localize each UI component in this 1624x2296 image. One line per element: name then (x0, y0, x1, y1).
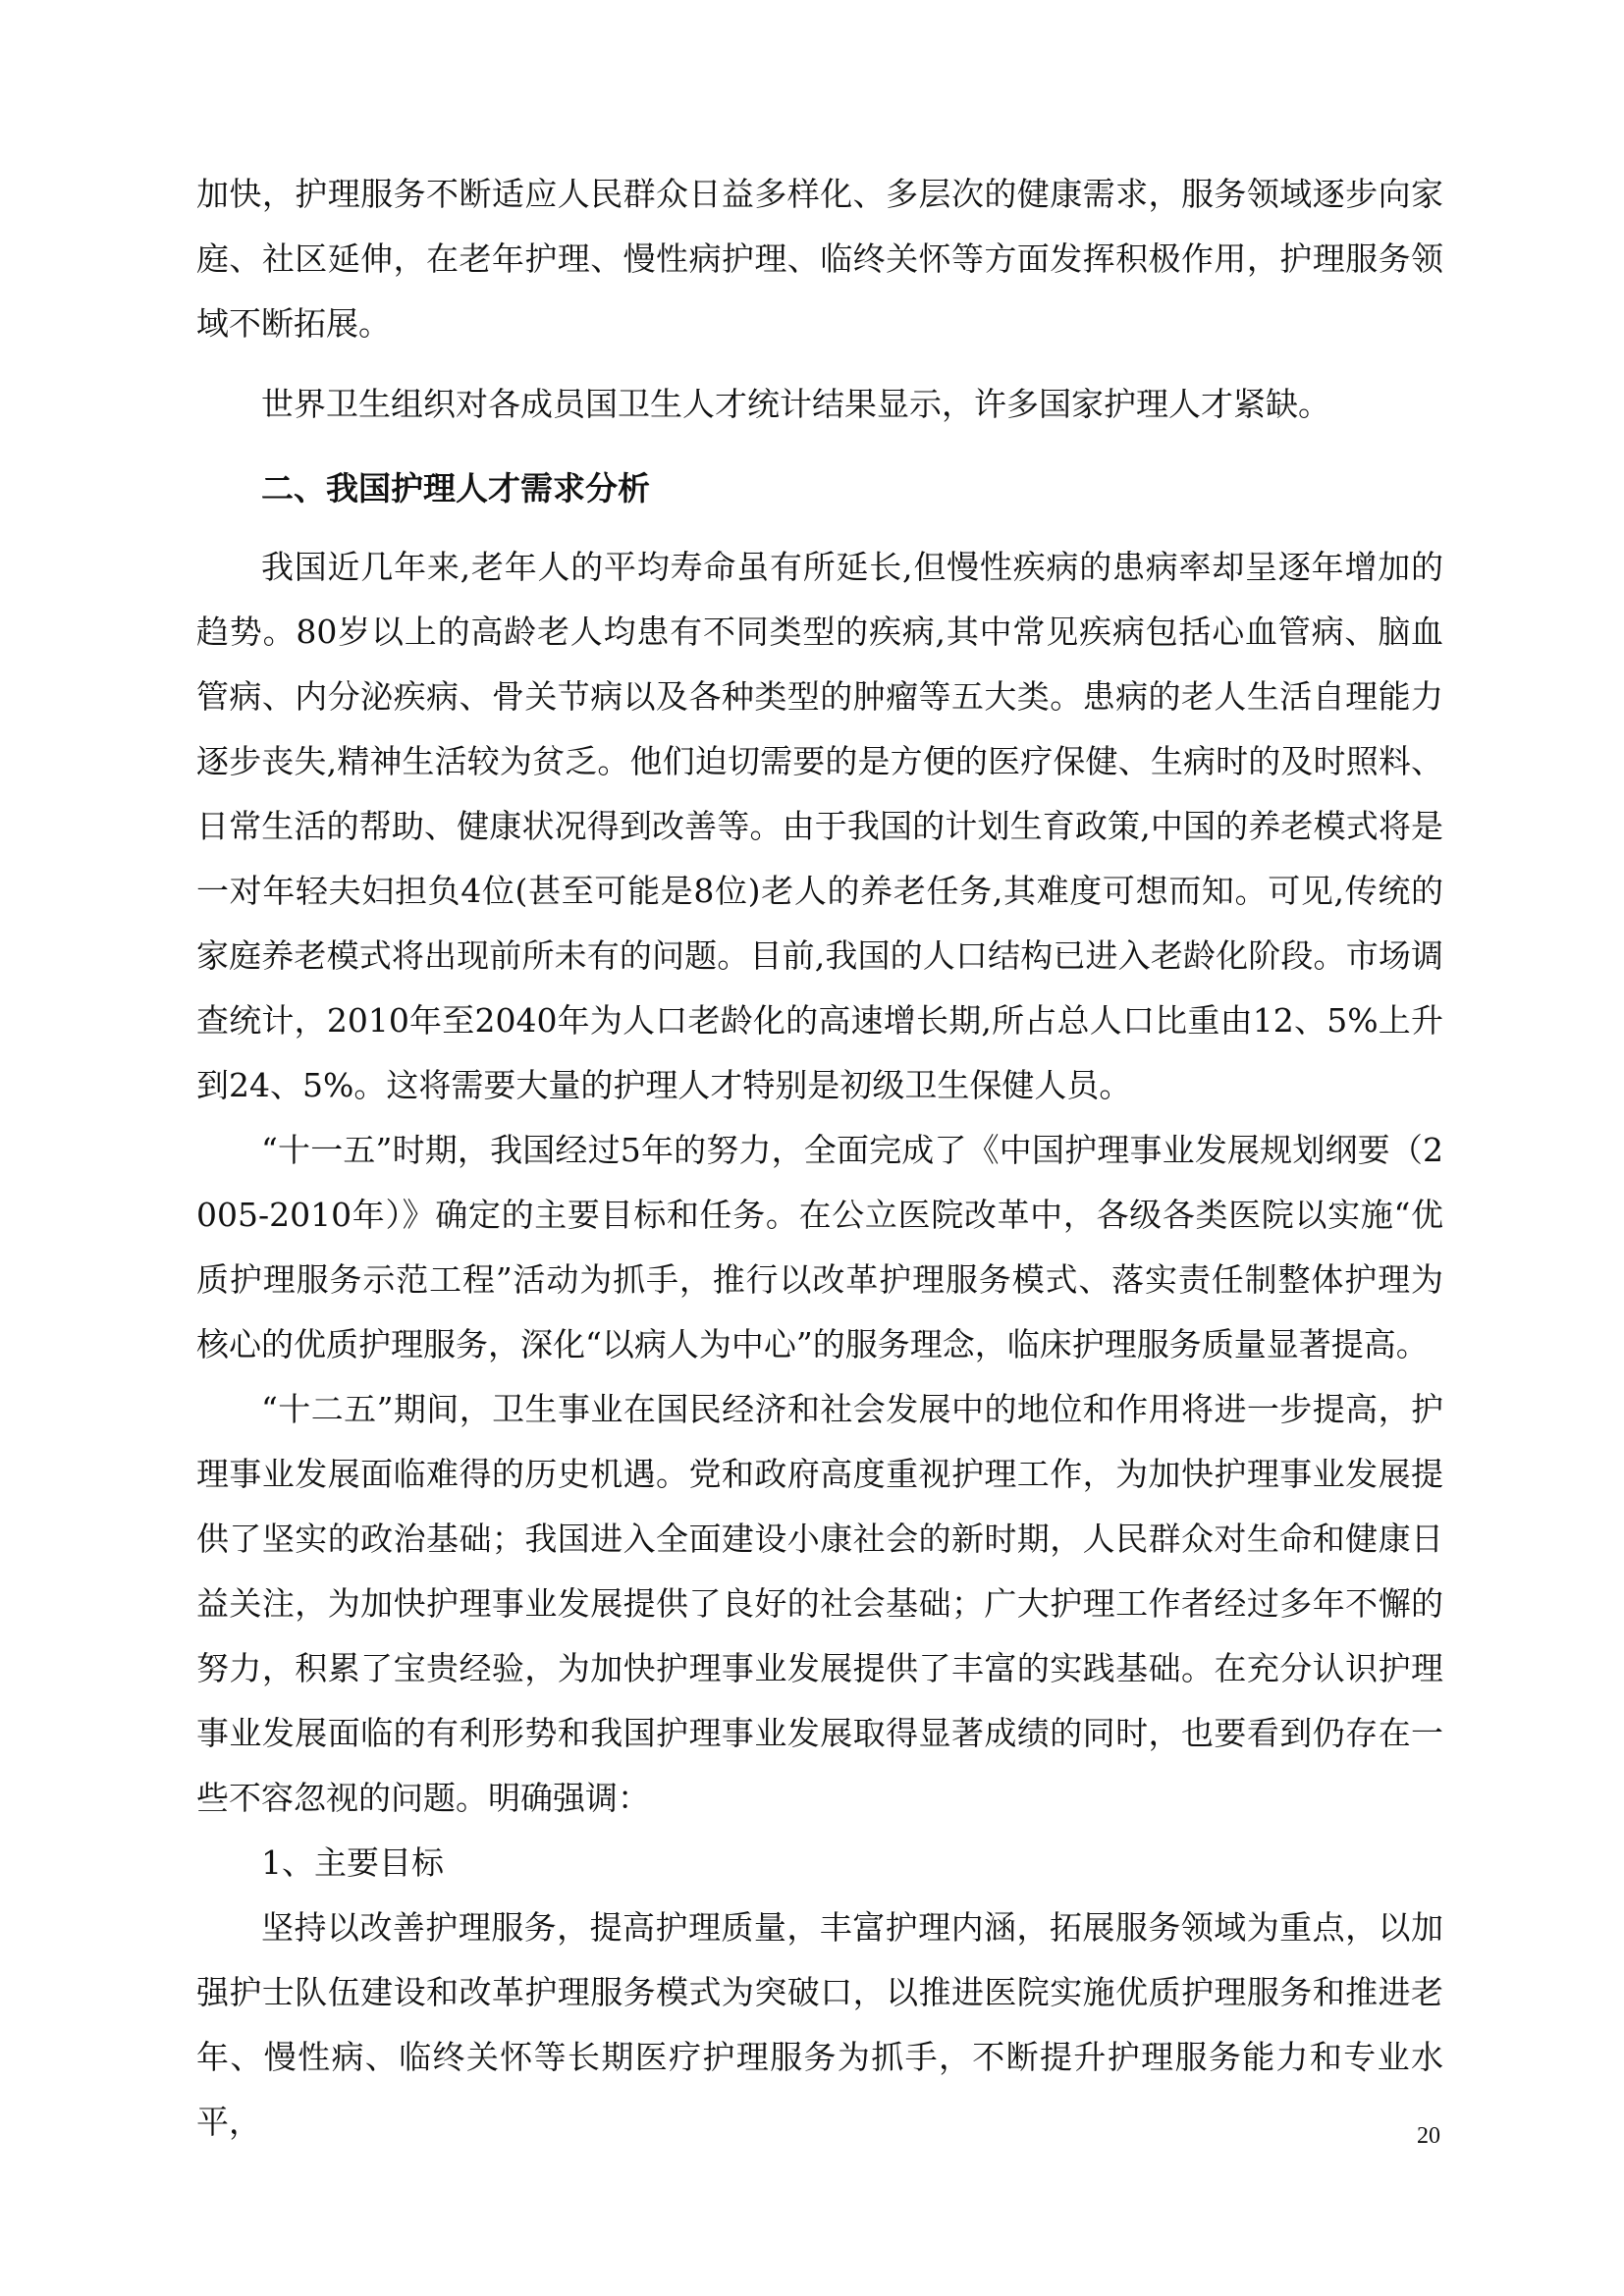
paragraph-12th-five-year: “十二五”期间，卫生事业在国民经济和社会发展中的地位和作用将进一步提高，护理事业发展面临难得的历史机遇。党和政府高度重视护理工作，为加快护理事业发展提供了坚实的政治基础；我国进入全面建设小康社会的新时期，人民群众对生命和健康日益关注，为加快护理事业发展提供了良好的社会基础；广大护理工作者经过多年不懈的努力，积累了宝贵经验，为加快护理事业发展提供了丰富的实践基础。在充分认识护理事业发展面临的有利形势和我国护理事业发展取得显著成绩的同时，也要看到仍存在一些不容忽视的问题。明确强调： (196, 1390, 1443, 1817)
subheading-main-goals: 1、主要目标 (261, 1843, 444, 1882)
paragraph-continuation: 加快，护理服务不断适应人民群众日益多样化、多层次的健康需求，服务领域逐步向家庭、社区延伸，在老年护理、慢性病护理、临终关怀等方面发挥积极作用，护理服务领域不断拓展。 (196, 175, 1443, 343)
paragraph-aging-demand: 我国近几年来,老年人的平均寿命虽有所延长,但慢性疾病的患病率却呈逐年增加的趋势。80岁以上的高龄老人均患有不同类型的疾病,其中常见疾病包括心血管病、脑血管病、内分泌疾病、骨关节病以及各种类型的肿瘤等五大类。患病的老人生活自理能力逐步丧失,精神生活较为贫乏。他们迫切需要的是方便的医疗保健、生病时的及时照料、日常生活的帮助、健康状况得到改善等。由于我国的计划生育政策,中国的养老模式将是一对年轻夫妇担负4位(甚至可能是8位)老人的养老任务,其难度可想而知。可见,传统的家庭养老模式将出现前所未有的问题。目前,我国的人口结构已进入老龄化阶段。市场调查统计，2010年至2040年为人口老龄化的高速增长期,所占总人口比重由12、5%上升到24、5%。这将需要大量的护理人才特别是初级卫生保健人员。 (196, 548, 1443, 1104)
paragraph-11th-five-year: “十一五”时期，我国经过5年的努力，全面完成了《中国护理事业发展规划纲要（2005-2010年）》确定的主要目标和任务。在公立医院改革中，各级各类医院以实施“优质护理服务示范工程”活动为抓手，推行以改革护理服务模式、落实责任制整体护理为核心的优质护理服务，深化“以病人为中心”的服务理念，临床护理服务质量显著提高。 (196, 1131, 1443, 1363)
paragraph-who-statistics: 世界卫生组织对各成员国卫生人才统计结果显示，许多国家护理人才紧缺。 (261, 385, 1330, 423)
document-body (196, 162, 1443, 2155)
paragraph-main-goals: 坚持以改善护理服务，提高护理质量，丰富护理内涵，拓展服务领域为重点，以加强护士队伍建设和改革护理服务模式为突破口，以推进医院实施优质护理服务和推进老年、慢性病、临终关怀等长期医疗护理服务为抓手，不断提升护理服务能力和专业水平， (196, 1908, 1443, 2141)
page-number: 20 (1417, 2123, 1440, 2149)
section-heading-2: 二、我国护理人才需求分析 (261, 469, 650, 507)
